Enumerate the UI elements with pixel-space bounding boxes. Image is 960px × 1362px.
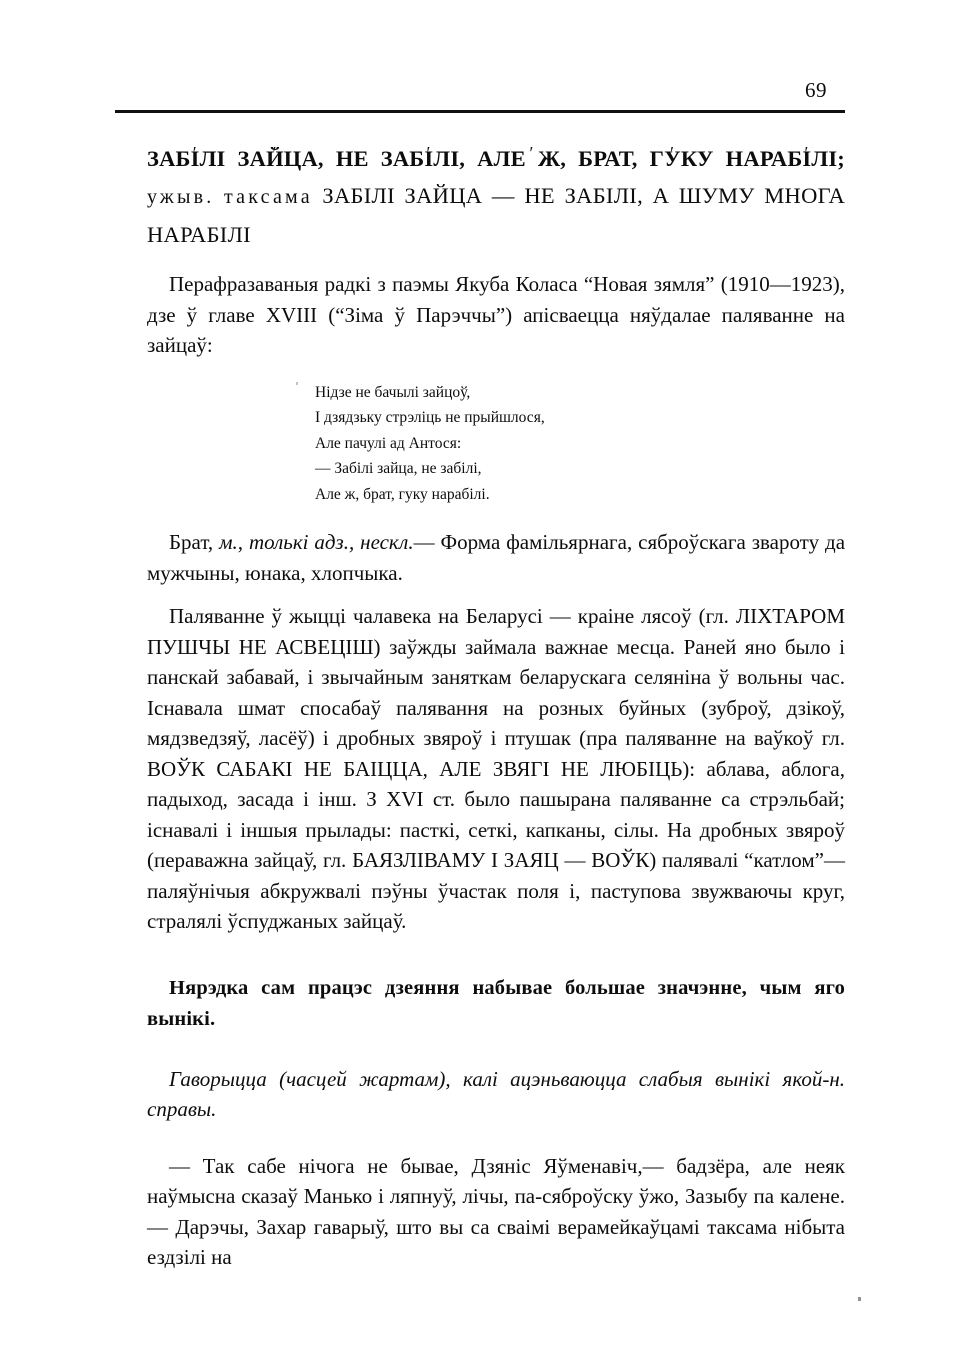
- entry-headword: [147, 140, 845, 253]
- headword-variant: ЗАБІЛІ ЗАЙЦА — НЕ ЗАБІЛІ, А ШУМУ МНОГА НАРАБІЛІ: [147, 183, 846, 247]
- usage-note: Гаворыцца (часцей жартам), калі ацэньваюцца слабыя вынікі якой-н. справы.: [147, 1066, 845, 1121]
- text-column: [147, 140, 845, 1273]
- headword-brat: БРАТ,: [578, 146, 638, 171]
- headword-guku: ГУ ′КУ: [650, 146, 714, 171]
- scan-speck: [858, 1297, 861, 1301]
- definition-dash: —: [413, 530, 435, 554]
- verse-line: — Забілі зайца, не забілі,: [315, 460, 482, 477]
- verse-line: Але пачулі ад Антося:: [315, 434, 462, 452]
- also-label: таксама: [223, 186, 313, 208]
- headword-narabili: НАРАБІ ′ЛІ;: [726, 146, 845, 171]
- verse-line: І дзядзьку стрэліць не прыйшлося,: [315, 409, 545, 426]
- verse-line: Нідзе не бачылі зайцоў,: [315, 383, 471, 401]
- headword-zabili-2: ЗАБІ ′ЛІ,: [381, 146, 465, 171]
- verse-quotation: [315, 380, 845, 508]
- definition-grammar: м., толькі адз., нескл.: [219, 530, 414, 554]
- definition-paragraph: [147, 527, 845, 588]
- source-note: Перафразаваныя радкі з паэмы Якуба Коласа “Новая зямля” (1910—1923), дзе ў главе XVIII (“Зіма ў Парэччы”) апісваецца няўдалае паляванне на зайцаў:: [147, 272, 845, 357]
- page-number: 69: [805, 78, 827, 102]
- sense-heading: Нярэдка сам працэс дзеяння набывае большае значэнне, чым яго вынікі.: [147, 976, 845, 1030]
- commentary-paragraph: Паляванне ў жыцці чалавека на Беларусі — краіне лясоў (гл. ЛІХТАРОМ ПУШЧЫ НЕ АСВЕЦІШ) заўжды займала важнае месца. Раней яно было і панскай забавай, і звычайным заняткам беларускага селяніна ў вольны час. Існавала шмат спосабаў палявання на розных буйных (зуброў, дзікоў, мядзведзяў, ласёў) і дробных звяроў і птушак (пра паляванне на ваўкоў гл. ВОЎК САБАКІ НЕ БАІЦЦА, АЛЕ ЗВЯГІ НЕ ЛЮБІЦЬ): аблава, аблога, падыход, засада і інш. З XVI ст. было пашырана паляванне са стрэльбай; існавалі і іншыя прылады: пасткі, сеткі, капканы, сілы. На дробных звяроў (пераважна зайцаў, гл. БАЯЗЛІВАМУ І ЗАЯЦ — ВОЎК) палявалі “катлом”— паляўнічыя абкружвалі пэўны ўчастак поля і, паступова звужваючы круг, стралялі ўспуджаных зайцаў.: [147, 604, 845, 933]
- page-header: [115, 80, 845, 113]
- headword-zh: Ж,: [537, 146, 567, 171]
- headword-zabili-1: ЗАБІ ′ЛІ: [147, 146, 226, 171]
- headword-ale: АЛЕ ′: [477, 146, 538, 171]
- headword-zajca: ЗАЙ ′ЦА,: [238, 146, 324, 171]
- definition-gloss: Форма фамільярнага, сяброўскага звароту да мужчыны, юнака, хлопчыка.: [147, 530, 846, 585]
- headword-ne: НЕ: [335, 146, 369, 171]
- definition-headword: Брат,: [169, 530, 214, 554]
- illustrative-quotation: — Так сабе нічога не бывае, Дзяніс Яўменавіч,— бадзёра, але неяк наўмысна сказаў Манько і ляпнуў, лічы, па-сяброўску ўжо, Зазыбу па калене.— Дарэчы, Захар гаварыў, што вы са сваімі верамейкаўцамі таксама нібыта ездзілі на: [147, 1153, 845, 1269]
- scan-speck: [296, 382, 298, 385]
- header-rule: [115, 110, 845, 113]
- grammar-label: ужыв.: [147, 186, 215, 208]
- verse-line: Але ж, брат, гуку нарабілі.: [315, 485, 490, 503]
